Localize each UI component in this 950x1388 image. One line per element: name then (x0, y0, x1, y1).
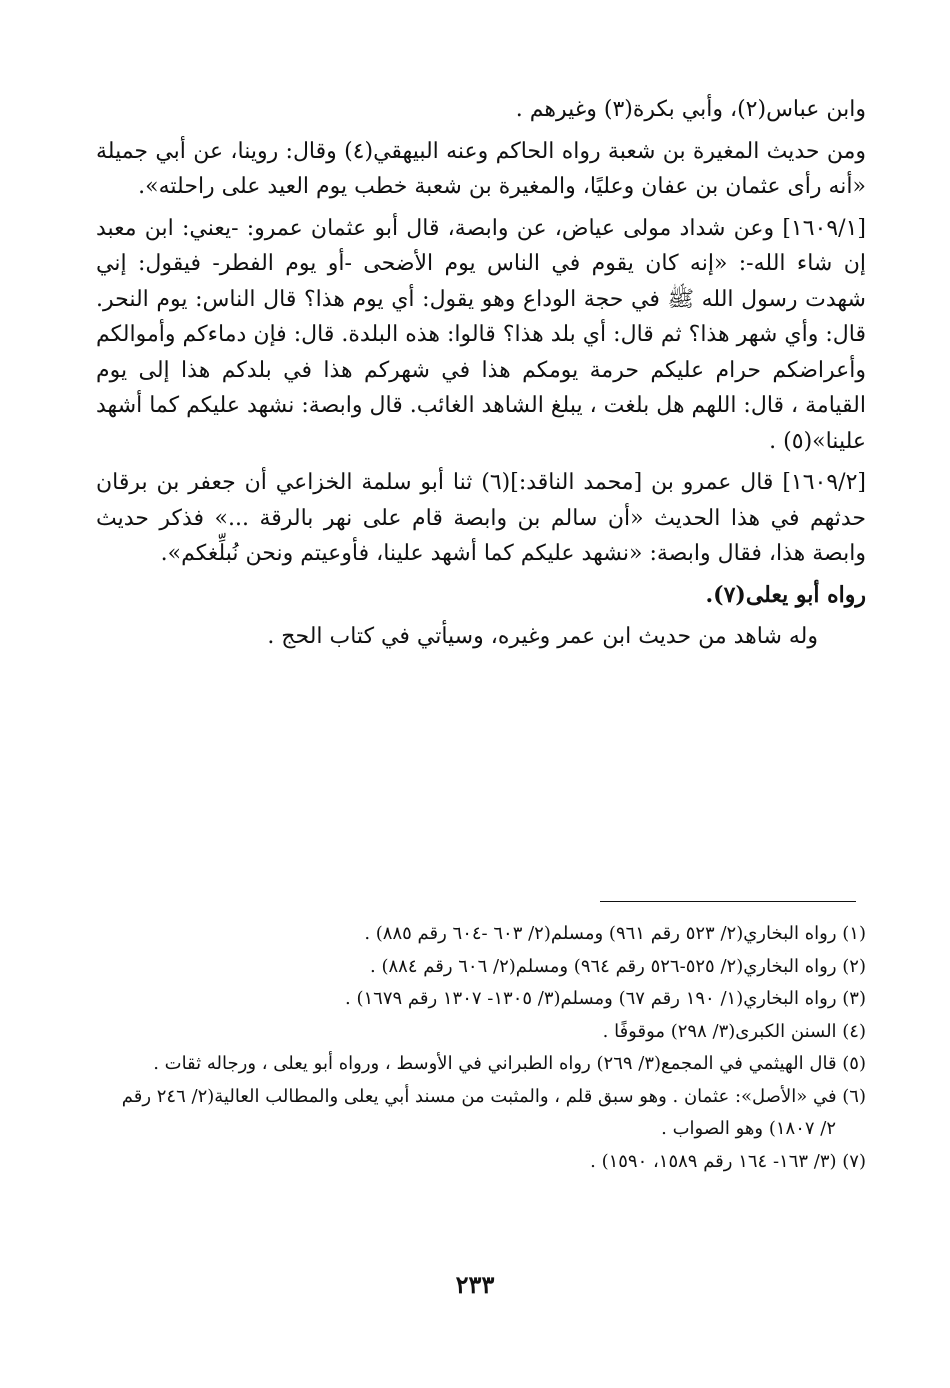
footnote-5: (٥) قال الهيثمي في المجمع(٣/ ٢٦٩) رواه الطبراني في الأوسط ، ورواه أبو يعلى ، ورجاله ثقات . (153, 1053, 866, 1074)
paragraph-hadith-1609-2: [١٦٠٩/٢] قال عمرو بن [محمد الناقد:](٦) ثنا أبو سلمة الخزاعي أن جعفر بن برقان حدثهم في هذا الحديث «أن سالم بن وابصة قام على نهر بالرقة ...» فذكر حديث وابصة هذا، فقال وابصة: «نشهد عليكم كما أشهد علينا، فأوعيتم ونحن نُبلِّغكم». (96, 470, 866, 566)
footnote-7: (٧) (٣/ ١٦٣- ١٦٤ رقم ١٥٨٩، ١٥٩٠) . (590, 1150, 866, 1172)
footnote-3: (٣) رواه البخاري(١/ ١٩٠ رقم ٦٧) ومسلم(٣/ ١٣٠٥- ١٣٠٧ رقم ١٦٧٩) . (345, 988, 866, 1009)
paragraph-mughira-hadith: ومن حديث المغيرة بن شعبة رواه الحاكم وعنه البيهقي(٤) وقال: روينا، عن أبي جميلة «أنه رأى عثمان بن عفان وعليًا، والمغيرة بن شعبة خطب يوم العيد على راحلته». (96, 138, 866, 199)
footnote-4: (٤) السنن الكبرى(٣/ ٢٩٨) موقوفًا . (602, 1020, 866, 1042)
footnote-6-continuation: ٢/ ١٨٠٧) وهو الصواب . (661, 1118, 836, 1139)
paragraph-continuation: وابن عباس(٢)، وأبي بكرة(٣) وغيرهم . (515, 97, 866, 122)
footnotes (96, 918, 866, 1178)
paragraph-supporting-evidence: وله شاهد من حديث ابن عمر وغيره، وسيأتي في كتاب الحج . (267, 624, 818, 649)
footnote-separator (600, 901, 856, 902)
footnote-2: (٢) رواه البخاري(٢/ ٥٢٥-٥٢٦ رقم ٩٦٤) ومسلم(٢/ ٦٠٦ رقم ٨٨٤) . (370, 955, 866, 977)
footnote-6: (٦) في «الأصل»: عثمان . وهو سبق قلم ، والمثبت من مسند أبي يعلى والمطالب العالية(٢/ ٢٤٦ رقم (121, 1085, 866, 1107)
paragraph-hadith-1609-1: [١٦٠٩/١] وعن شداد مولى عياض، عن وابصة، قال أبو عثمان عمرو: -يعني: ابن معبد إن شاء الله-: «إنه كان يقوم في الناس يوم الأضحى -أو يوم الفطر- فيقول: إني شهدت رسول الله ﷺ في حجة الوداع وهو يقول: أي يوم هذا؟ قال الناس: يوم النحر. قال: وأي شهر هذا؟ ثم قال: أي بلد هذا؟ قالوا: هذه البلدة. قال: فإن دماءكم وأموالكم وأعراضكم حرام عليكم حرمة يومكم هذا في شهركم هذا في بلدكم هذا إلى يوم القيامة ، قال: اللهم هل بلغت ، يبلغ الشاهد الغائب. قال وابصة: نشهد عليكم كما أشهد علينا»(٥) . (96, 215, 866, 454)
paragraph-source-abu-yala: رواه أبو يعلى(٧). (705, 581, 866, 608)
footnote-1: (١) رواه البخاري(٢/ ٥٢٣ رقم ٩٦١) ومسلم(٢/ ٦٠٣ -٦٠٤ رقم ٨٨٥) . (364, 923, 866, 944)
page-number: ٢٣٣ (455, 1270, 495, 1299)
main-text (96, 92, 866, 661)
